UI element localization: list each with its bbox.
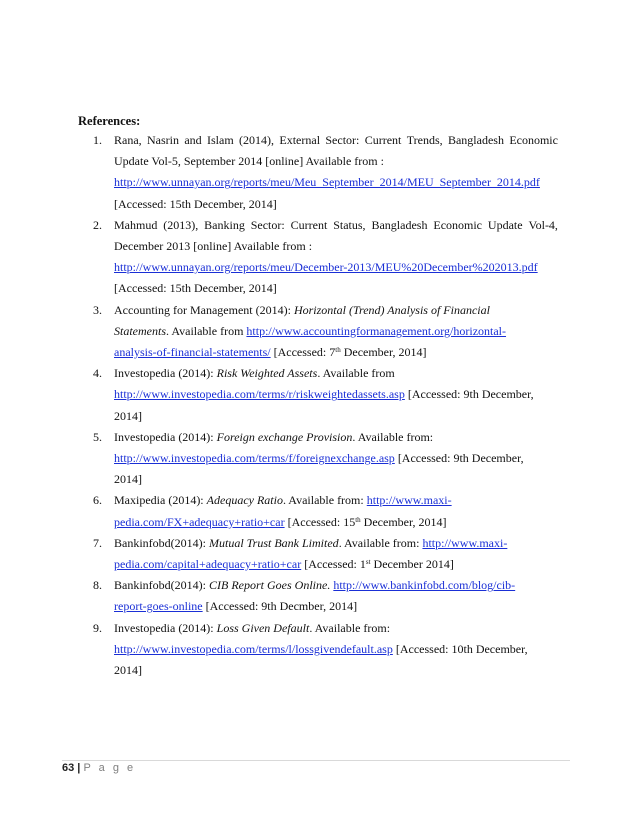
reference-number: 4. xyxy=(93,366,102,381)
page-number: 63 xyxy=(62,762,75,774)
accessed-date: 2014] xyxy=(114,663,142,678)
accessed-date: [Accessed: 15th December, 2014] xyxy=(114,196,277,211)
reference-title: Mutual Trust Bank Limited xyxy=(209,535,339,550)
accessed-date: [Accessed: 15th December, 2014] xyxy=(114,281,277,296)
reference-text: . Available from xyxy=(317,366,395,381)
reference-link[interactable]: http://www.unnayan.org/reports/meu/December-2013/MEU%20December%202013.pdf xyxy=(114,260,538,275)
reference-text: Maxipedia (2014): xyxy=(114,493,207,508)
word: Bangladesh xyxy=(447,133,504,147)
word: Vol-4, xyxy=(528,217,558,232)
reference-link[interactable]: http://www.accountingformanagement.org/horizontal- xyxy=(246,323,507,338)
ordinal-suffix: st xyxy=(365,558,371,567)
accessed-date: [Accessed: 9th December, xyxy=(404,387,534,402)
ordinal-suffix: th xyxy=(355,515,361,524)
reference-text: . Available from: xyxy=(282,493,367,508)
reference-item-3 xyxy=(0,300,638,364)
reference-link[interactable]: pedia.com/FX+adequacy+ratio+car xyxy=(114,514,285,529)
accessed-date: [Accessed: 10th December, xyxy=(392,641,528,656)
word: Current xyxy=(364,133,402,147)
reference-link[interactable]: http://www.maxi- xyxy=(422,535,508,550)
word: Sector: xyxy=(250,217,285,232)
reference-item-1 xyxy=(0,130,638,215)
word: Status, xyxy=(333,217,366,232)
accessed-date: [Accessed: 7 xyxy=(270,345,336,360)
reference-title: Horizontal (Trend) Analysis of Financial xyxy=(293,302,490,317)
accessed-date: December, 2014] xyxy=(360,514,447,529)
accessed-date: [Accessed: 15 xyxy=(284,514,356,529)
page-footer xyxy=(62,762,136,774)
reference-item-8 xyxy=(0,575,638,617)
reference-item-6 xyxy=(0,490,638,532)
reference-text: . Available from: xyxy=(352,429,434,444)
reference-item-9 xyxy=(0,618,638,682)
reference-item-4 xyxy=(0,363,638,427)
accessed-date: December, 2014] xyxy=(340,345,427,360)
word: Sector: xyxy=(325,133,360,147)
word: Mahmud xyxy=(114,217,158,232)
reference-link[interactable]: report-goes-online xyxy=(114,599,203,614)
reference-link[interactable]: http://www.unnayan.org/reports/meu/Meu_September_2014/MEU_September_2014.pdf xyxy=(114,175,540,190)
reference-line-justified xyxy=(114,130,558,151)
reference-title: Risk Weighted Assets xyxy=(216,366,318,381)
reference-number: 9. xyxy=(93,620,102,635)
reference-title: Loss Given Default xyxy=(216,620,310,635)
word: and xyxy=(184,133,202,147)
word: External xyxy=(279,133,321,147)
reference-number: 6. xyxy=(93,493,102,508)
ordinal-suffix: th xyxy=(335,346,341,355)
accessed-date: [Accessed: 1 xyxy=(301,557,366,572)
reference-number: 5. xyxy=(93,429,102,444)
reference-link[interactable]: http://www.investopedia.com/terms/f/foreignexchange.asp xyxy=(114,451,395,466)
reference-link[interactable]: http://www.investopedia.com/terms/r/riskweightedassets.asp xyxy=(114,387,405,402)
accessed-date: [Accessed: 9th December, xyxy=(394,451,524,466)
reference-text: Bankinfobd(2014): xyxy=(114,535,209,550)
accessed-date: 2014] xyxy=(114,408,142,423)
word: Rana, xyxy=(114,133,142,147)
reference-number: 7. xyxy=(93,535,102,550)
reference-item-7 xyxy=(0,533,638,575)
reference-text: . Available from: xyxy=(309,620,391,635)
accessed-date: 2014] xyxy=(114,472,142,487)
reference-text: . Available from xyxy=(166,323,247,338)
word: Current xyxy=(290,217,328,232)
reference-text: . Available from: xyxy=(338,535,423,550)
reference-title: Statements xyxy=(114,323,166,338)
reference-line-justified xyxy=(114,215,558,236)
reference-text: Bankinfobd(2014): xyxy=(114,578,209,593)
footer-separator: | xyxy=(74,762,84,774)
word: Banking xyxy=(204,217,245,232)
reference-link[interactable]: http://www.investopedia.com/terms/l/lossgivendefault.asp xyxy=(114,641,393,656)
reference-link[interactable]: analysis-of-financial-statements/ xyxy=(114,345,271,360)
reference-number: 1. xyxy=(93,133,102,147)
reference-number: 8. xyxy=(93,578,102,593)
word: Islam xyxy=(207,133,234,147)
reference-link[interactable]: pedia.com/capital+adequacy+ratio+car xyxy=(114,557,302,572)
word: Nasrin xyxy=(147,133,179,147)
reference-item-2 xyxy=(0,215,638,300)
reference-title: Adequacy Ratio xyxy=(206,493,283,508)
accessed-date: December 2014] xyxy=(370,557,454,572)
reference-text: Investopedia (2014): xyxy=(114,620,217,635)
reference-link[interactable]: http://www.bankinfobd.com/blog/cib- xyxy=(333,578,516,593)
word: Update xyxy=(487,217,523,232)
reference-item-5 xyxy=(0,427,638,491)
word: (2013), xyxy=(163,217,199,232)
page-label: P a g e xyxy=(83,762,136,774)
reference-text: Accounting for Management (2014): xyxy=(114,302,294,317)
accessed-date: [Accessed: 9th Decmber, 2014] xyxy=(202,599,358,614)
reference-title: Foreign exchange Provision xyxy=(216,429,353,444)
reference-text: Investopedia (2014): xyxy=(114,429,217,444)
reference-text: Investopedia (2014): xyxy=(114,366,217,381)
word: Bangladesh xyxy=(371,217,428,232)
reference-title: CIB Report Goes Online. xyxy=(209,578,331,593)
reference-number: 2. xyxy=(93,217,102,232)
word: (2014), xyxy=(239,133,275,147)
references-heading: References: xyxy=(78,114,141,128)
word: Economic xyxy=(433,217,483,232)
reference-list xyxy=(0,130,638,681)
word: Trends, xyxy=(406,133,443,147)
footer-divider xyxy=(62,760,570,761)
reference-text: Update Vol-5, September 2014 [online] Available from : xyxy=(114,154,384,169)
reference-number: 3. xyxy=(93,302,102,317)
reference-text: December 2013 [online] Available from : xyxy=(114,239,313,254)
reference-link[interactable]: http://www.maxi- xyxy=(366,493,452,508)
word: Economic xyxy=(509,133,558,147)
